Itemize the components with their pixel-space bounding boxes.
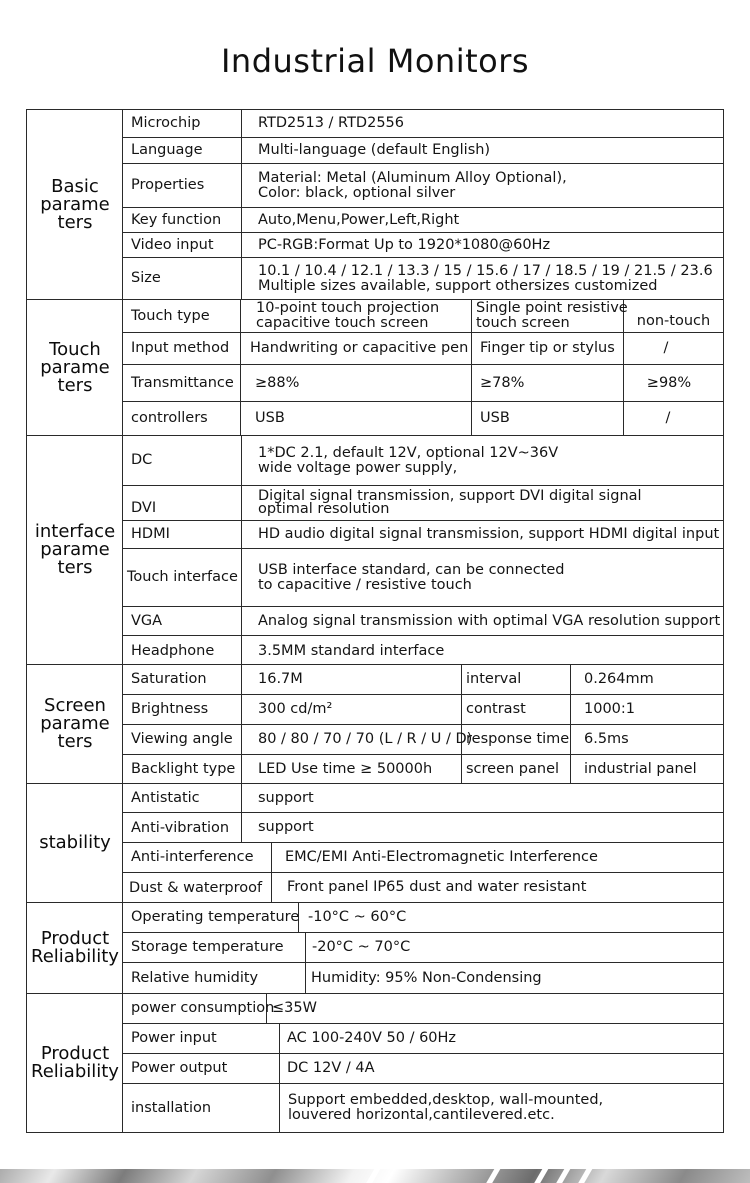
relative-humidity-label: Relative humidity (131, 969, 259, 986)
hdmi-value: HD audio digital signal transmission, support HDMI digital input (258, 526, 720, 542)
touch-interface-value: USB interface standard, can be connected to capacitive / resistive touch (258, 561, 565, 593)
anti-interference-label: Anti-interference (131, 849, 254, 865)
controllers-label: controllers (131, 410, 208, 426)
properties-value: Material: Metal (Aluminum Alloy Optional), Color: black, optional silver (258, 169, 567, 201)
section-product-reliability-1: Product Reliability (31, 928, 119, 967)
controllers-capacitive: USB (255, 410, 285, 426)
touch-interface-label: Touch interface (127, 569, 238, 585)
power-consumption-value: ≤35W (272, 1000, 317, 1016)
contrast-label: contrast (466, 701, 526, 717)
viewing-angle-label: Viewing angle (131, 731, 233, 747)
key-function-label: Key function (131, 211, 222, 228)
power-consumption-label: power consumption (131, 1000, 275, 1016)
dvi-value: Digital signal transmission, support DVI digital signal optimal resolution (258, 488, 642, 517)
language-value: Multi-language (default English) (258, 142, 491, 158)
saturation-value: 16.7M (258, 671, 303, 687)
dc-label: DC (131, 452, 153, 468)
section-basic-parameters: Basic parame ters (40, 175, 110, 233)
response-time-label: response time (466, 731, 570, 747)
power-output-value: DC 12V / 4A (287, 1060, 375, 1076)
interval-value: 0.264mm (584, 671, 654, 687)
touch-type-non-touch: non-touch (636, 312, 711, 329)
section-interface-parameters: interface parame ters (34, 521, 116, 578)
screen-panel-value: industrial panel (584, 760, 697, 777)
headphone-label: Headphone (131, 642, 215, 659)
vga-value: Analog signal transmission with optimal VGA resolution support (258, 612, 721, 629)
input-method-non-touch: / (663, 340, 669, 356)
operating-temperature-value: -10°C ~ 60°C (308, 909, 407, 925)
footer-decorative-band (0, 1163, 750, 1183)
transmittance-non-touch: ≥98% (646, 374, 692, 391)
saturation-label: Saturation (131, 671, 207, 687)
controllers-non-touch: / (665, 410, 671, 426)
microchip-label: Microchip (131, 115, 201, 131)
contrast-value: 1000:1 (584, 701, 636, 717)
dust-waterproof-label: Dust & waterproof (129, 879, 263, 896)
operating-temperature-label: Operating temperature (131, 909, 300, 925)
transmittance-label: Transmittance (131, 374, 234, 391)
section-touch-parameters: Touch parame ters (40, 338, 110, 396)
touch-type-resistive: Single point resistive touch screen (476, 300, 628, 331)
storage-temperature-value: -20°C ~ 70°C (312, 939, 411, 955)
storage-temperature-label: Storage temperature (131, 939, 284, 955)
page-title: Industrial Monitors (220, 42, 530, 80)
response-time-value: 6.5ms (584, 731, 629, 747)
anti-vibration-value: support (258, 819, 314, 835)
transmittance-resistive: ≥78% (480, 374, 525, 391)
headphone-value: 3.5MM standard interface (258, 642, 445, 659)
brightness-value: 300 cd/m² (258, 701, 333, 717)
installation-label: installation (131, 1099, 212, 1116)
transmittance-capacitive: ≥88% (255, 374, 300, 391)
section-product-reliability-2: Product Reliability (31, 1043, 119, 1082)
input-method-label: Input method (131, 340, 230, 356)
language-label: Language (131, 142, 203, 158)
antistatic-label: Antistatic (131, 789, 200, 806)
dust-waterproof-value: Front panel IP65 dust and water resistant (287, 879, 587, 895)
relative-humidity-value: Humidity: 95% Non-Condensing (311, 969, 542, 986)
properties-label: Properties (131, 177, 205, 193)
power-input-label: Power input (131, 1030, 217, 1046)
backlight-type-value: LED Use time ≥ 50000h (258, 760, 433, 777)
hdmi-label: HDMI (131, 526, 170, 542)
section-screen-parameters: Screen parame ters (40, 695, 110, 752)
microchip-value: RTD2513 / RTD2556 (258, 115, 404, 131)
power-input-value: AC 100-240V 50 / 60Hz (287, 1030, 457, 1046)
viewing-angle-value: 80 / 80 / 70 / 70 (L / R / U / D) (258, 731, 473, 747)
screen-panel-label: screen panel (466, 760, 560, 777)
backlight-type-label: Backlight type (131, 760, 236, 777)
dvi-label: DVI (131, 499, 157, 516)
anti-interference-value: EMC/EMI Anti-Electromagnetic Interference (285, 849, 598, 865)
installation-value: Support embedded,desktop, wall-mounted, louvered horizontal,cantilevered.etc. (288, 1092, 604, 1123)
video-input-value: PC-RGB:Format Up to 1920*1080@60Hz (258, 236, 551, 253)
controllers-resistive: USB (480, 410, 510, 426)
size-label: Size (131, 270, 161, 286)
interval-label: interval (466, 671, 522, 687)
video-input-label: Video input (131, 236, 214, 253)
touch-type-label: Touch type (131, 307, 210, 324)
antistatic-value: support (258, 789, 314, 806)
brightness-label: Brightness (131, 701, 209, 717)
power-output-label: Power output (131, 1060, 228, 1076)
key-function-value: Auto,Menu,Power,Left,Right (258, 211, 460, 228)
size-value: 10.1 / 10.4 / 12.1 / 13.3 / 15 / 15.6 / 17 / 18.5 / 19 / 21.5 / 23.6 Multiple sizes available, support othersizes customized (258, 262, 713, 294)
section-stability: stability (39, 832, 111, 853)
touch-type-capacitive: 10-point touch projection capacitive touch screen (256, 300, 440, 331)
dc-value: 1*DC 2.1, default 12V, optional 12V~36V wide voltage power supply, (258, 444, 559, 476)
anti-vibration-label: Anti-vibration (131, 819, 230, 836)
vga-label: VGA (131, 612, 163, 629)
input-method-resistive: Finger tip or stylus (480, 340, 615, 356)
input-method-capacitive: Handwriting or capacitive pen (250, 340, 469, 356)
